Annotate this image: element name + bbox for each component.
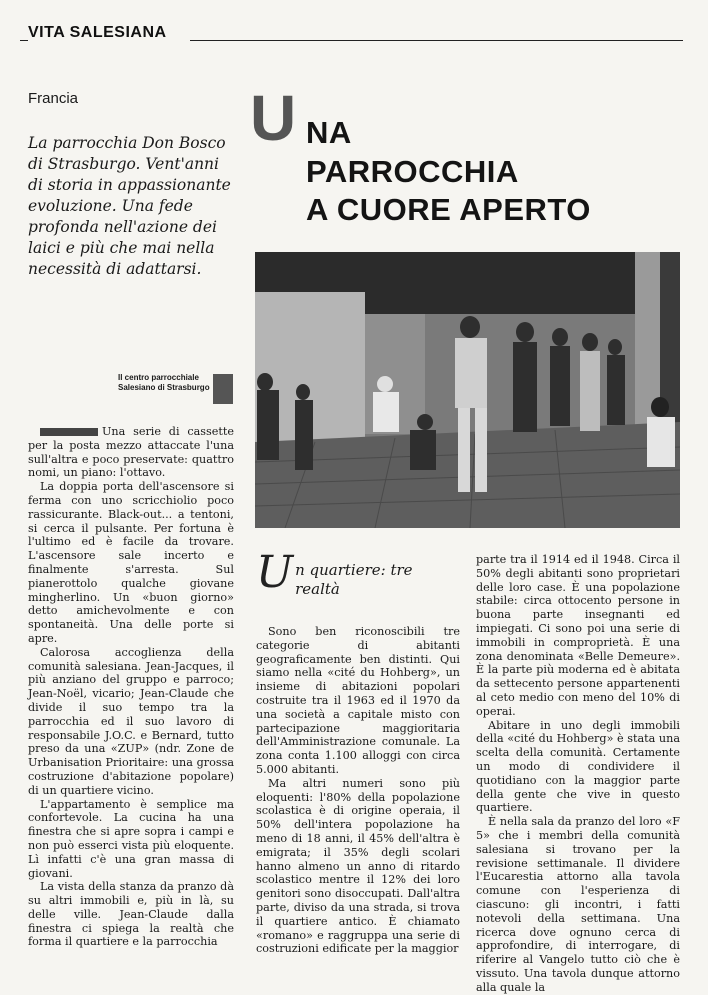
paragraph bbox=[28, 425, 234, 480]
paragraph: È nella sala da pranzo del loro «F 5» che i membri della comunità salesiana si trovano per la revisione settimanale. Il dividere l'Eucarestia attorno alla tavola comune con l'esperienza di ciascuno: gli incontri, i fatti notevoli della settimana. Una ricerca dove ognuno cerca di approfondire, di interrogare, di riferire al Vangelo tutto ciò che è vissuto. Una tavola dunque attorno alla quale la bbox=[476, 815, 680, 994]
paragraph: L'appartamento è semplice ma confortevole. La cucina ha una finestra che si apre sopra i campi e non può esserci vista più eloquente. Lì infatti c'è una gran massa di giovani. bbox=[28, 797, 234, 880]
subheading bbox=[256, 547, 456, 599]
title-line-2: PARROCCHIA bbox=[306, 154, 519, 189]
caption-marker bbox=[213, 374, 233, 404]
paragraph-marker bbox=[40, 428, 98, 436]
title-drop-letter: U bbox=[250, 82, 297, 154]
title-line-1: NA bbox=[306, 115, 352, 150]
title-line-3: A CUORE APERTO bbox=[306, 192, 591, 227]
paragraph: Sono ben riconoscibili tre categorie di abitanti geograficamente ben distinti. Qui siamo nella «cité du Hohberg», un insieme di abitazioni popolari costruite tra il 1963 ed il 1970 da una società a capitale misto con partecipazione maggioritaria dell'Amministrazione comunale. La zona conta 1.100 alloggi con circa 5.000 abitanti. bbox=[256, 625, 460, 776]
paragraph-text: Una serie di cassette per la posta mezzo attaccate l'una sull'altra e poco preservate: quattro nomi, un piano: l'ottavo. bbox=[28, 425, 234, 480]
text-column-1 bbox=[28, 425, 234, 949]
text-column-2 bbox=[256, 625, 460, 956]
paragraph: La doppia porta dell'ascensore si ferma con uno scricchiolio poco rassicurante. Black-out... a tentoni, si cerca il pulsante. Per fortuna è l'ultimo ed è facile da trovare. L'ascensore sale incerto e finalmente s'arresta. Sul pianerottolo qualche giovane mingherlino. Un «buon giorno» detto amichevolmente e con spontaneità. Una delle porte si apre. bbox=[28, 480, 234, 645]
country-label: Francia bbox=[28, 90, 79, 107]
section-rule bbox=[190, 40, 683, 41]
article-subtitle: La parrocchia Don Bosco di Strasburgo. Vent'anni di storia in appassionante evoluzione. Una fede profonda nell'azione dei laici e più che mai nella necessità di adattarsi. bbox=[28, 134, 231, 278]
paragraph: parte tra il 1914 ed il 1948. Circa il 50% degli abitanti sono proprietari delle loro case. È una popolazione stabile: circa ottocento persone in buona parte insegnanti ed impiegati. Ci sono poi una serie di immobili in comproprietà. È una zona denominata «Belle Demeure». È la parte più moderna ed è abitata da settecento persone appartenenti al ceto medio con meno del 10% di operai. bbox=[476, 553, 680, 718]
paragraph: Calorosa accoglienza della comunità salesiana. Jean-Jacques, il più anziano del gruppo e parroco; Jean-Noël, vicario; Jean-Claude che divide il suo tempo tra la parrocchia ed il suo lavoro di responsabile J.O.C. e Bernard, tutto preso da una «ZUP» (ndr. Zone de Urbanisation Prioritaire: una grossa costruzione d'abitazione popolare) di un quartiere vicino. bbox=[28, 645, 234, 797]
paragraph: La vista della stanza da pranzo dà su altri immobili e, più in là, su delle ville. Jean-Claude dalla finestra ci spiega la realtà che forma il quartiere e la parrocchia bbox=[28, 880, 234, 949]
section-title: VITA SALESIANA bbox=[28, 24, 167, 41]
paragraph: Abitare in uno degli immobili della «cité du Hohberg» è stata una scelta della comunità. Certamente un modo di condividere il quotidiano con la maggior parte della gente che vive in questo quartiere. bbox=[476, 718, 680, 815]
photo-caption: Il centro parrocchiale Salesiano di Strasburgo bbox=[118, 373, 210, 392]
subheading-drop-letter: U bbox=[256, 547, 294, 598]
subheading-text: n quartiere: tre realtà bbox=[295, 561, 413, 598]
section-rule-left bbox=[20, 40, 28, 41]
paragraph: Ma altri numeri sono più eloquenti: l'80% della popolazione scolastica è di origine operaia, il 50% dell'intera popolazione ha meno di 18 anni, il 45% dell'altra è emigrata; il 35% degli scolari hanno almeno un anno di ritardo scolastico mentre il 12% dei loro genitori sono disoccupati. Dall'altra parte, diviso da una strada, si trova il quartiere antico. È chiamato «romano» e raggruppa una serie di costruzioni edificate per la maggior bbox=[256, 776, 460, 956]
parish-photo bbox=[255, 252, 680, 528]
text-column-3 bbox=[476, 553, 680, 995]
